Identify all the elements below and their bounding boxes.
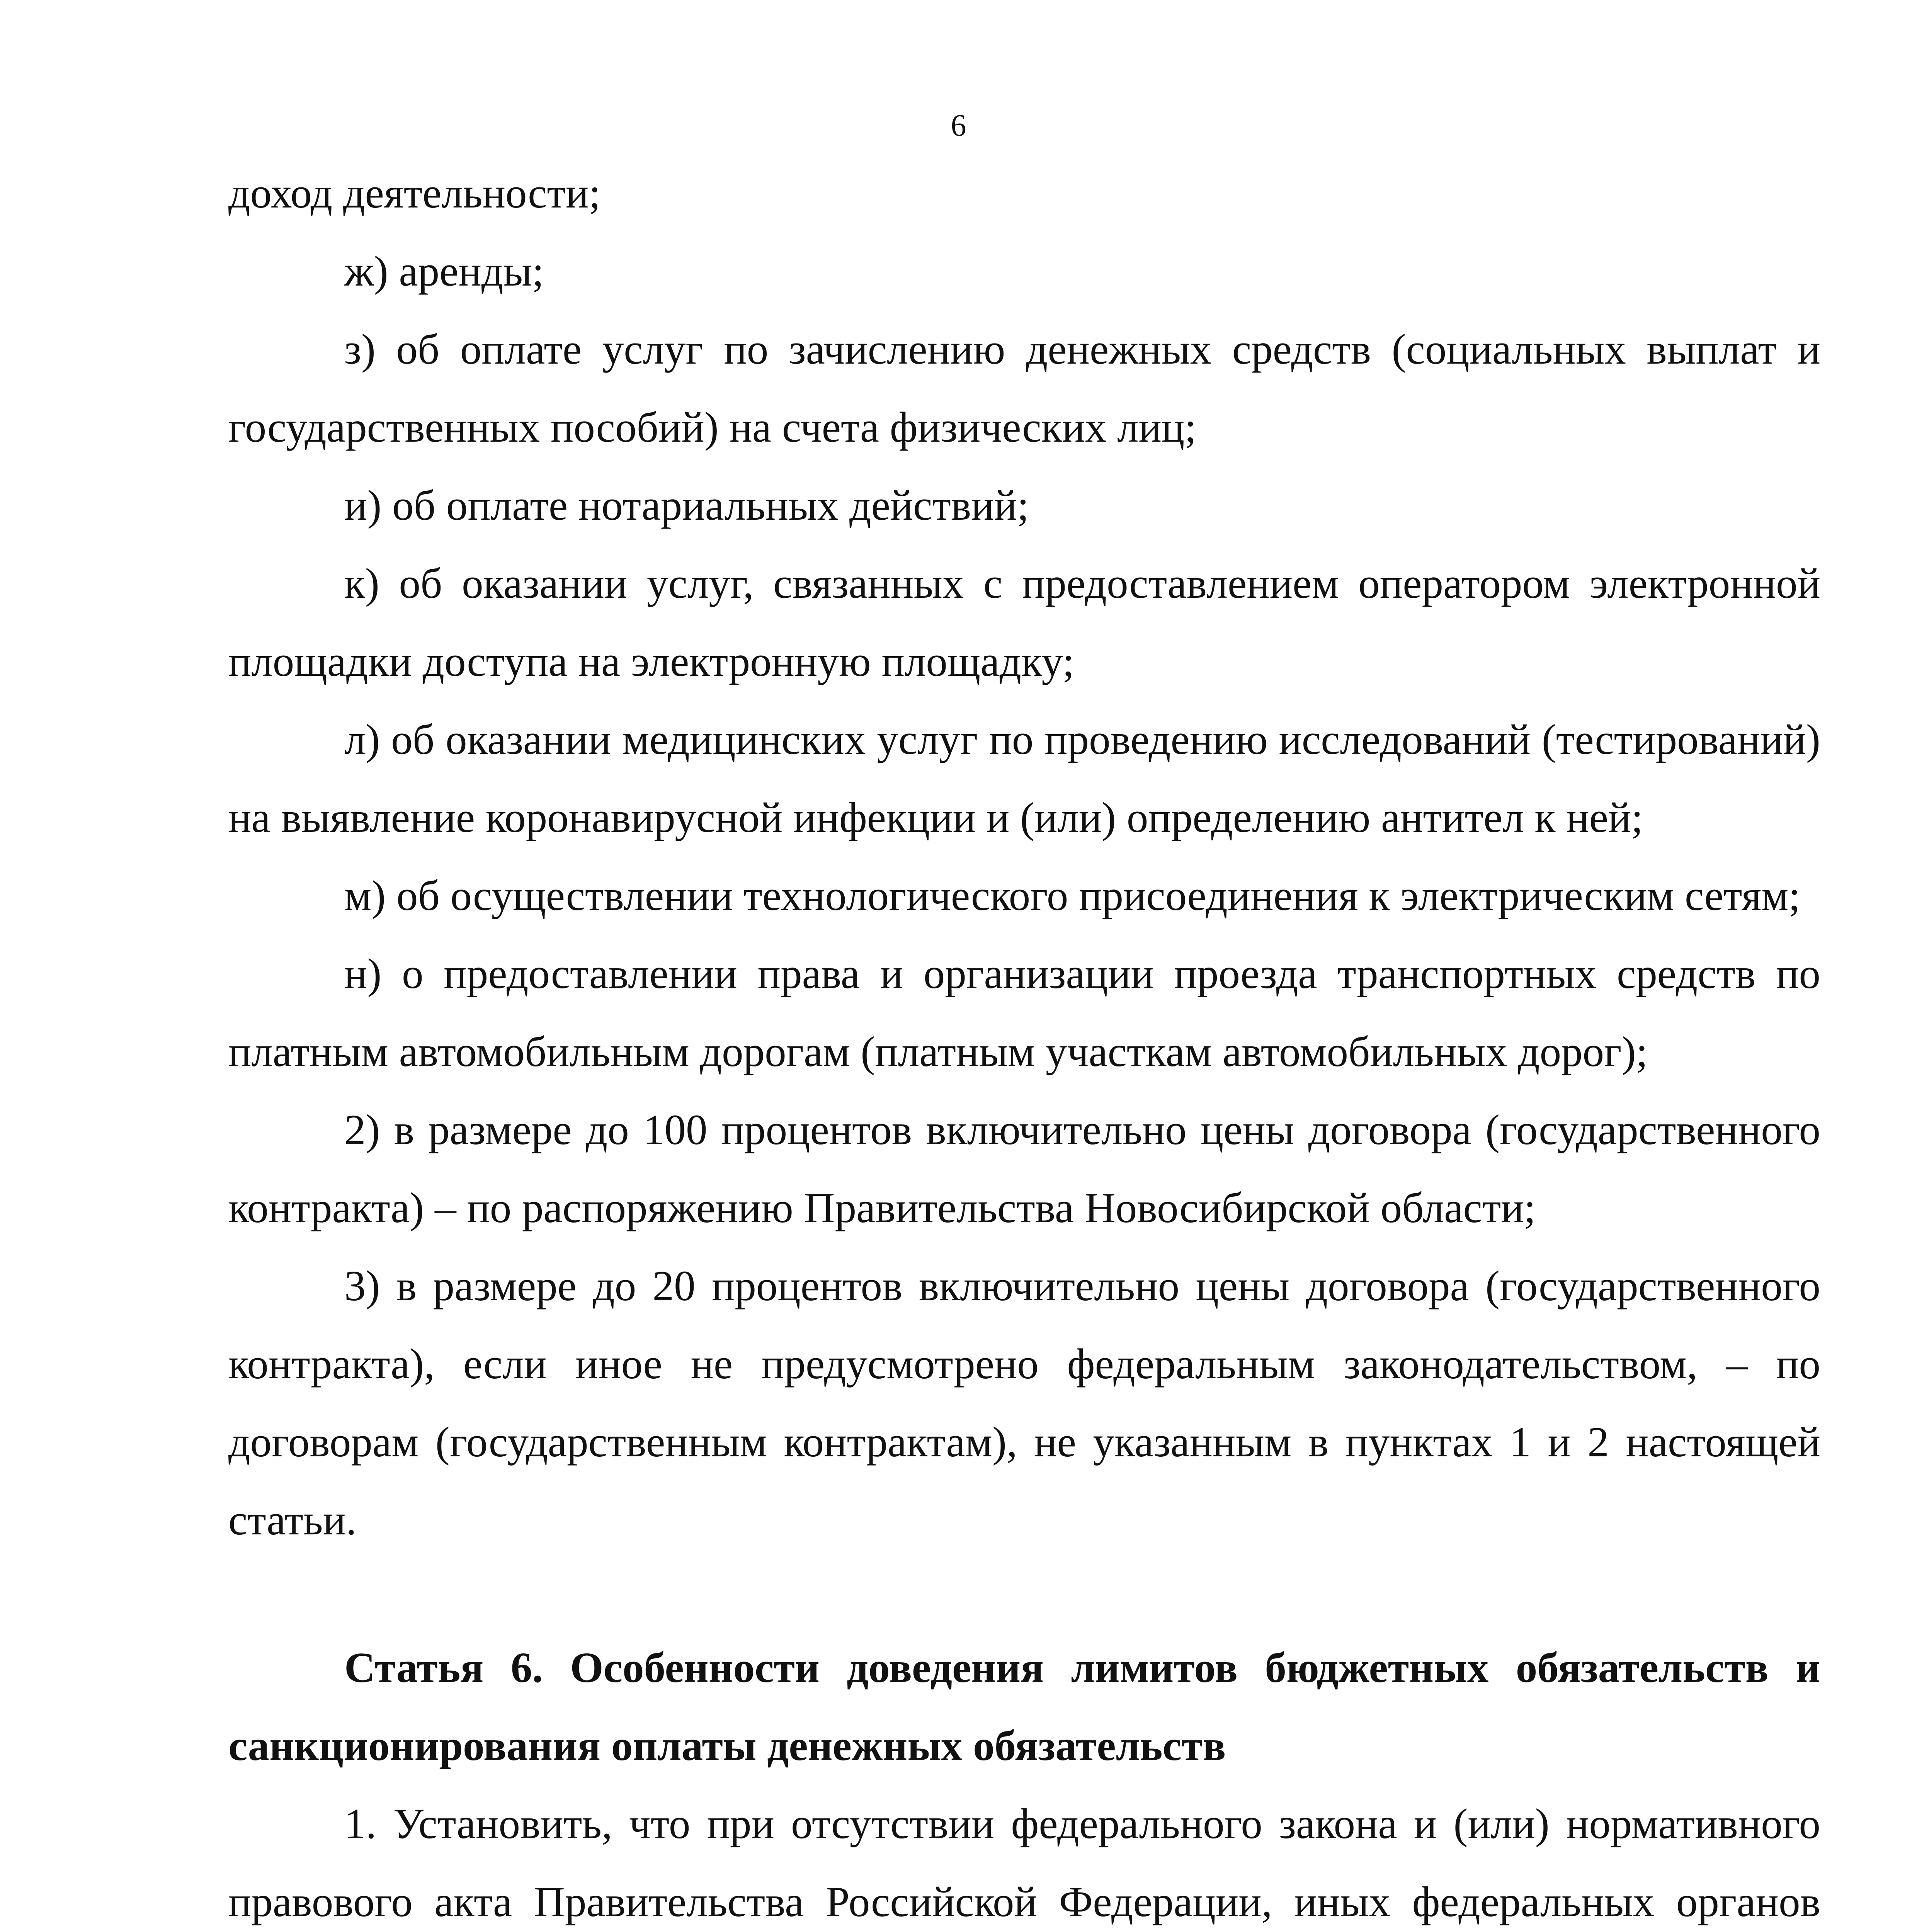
document-body — [228, 155, 1820, 1932]
paragraph-item-n: н) о предоставлении права и организации проезда транспортных средств по платным автомобильным дорогам (платным участкам автомобильных дорог); — [228, 950, 1820, 1076]
section-gap — [228, 1560, 1820, 1629]
article-heading: Статья 6. Особенности доведения лимитов бюджетных обязательств и санкционирования оплаты денежных обязательств — [228, 1644, 1820, 1770]
paragraph-item-l: л) об оказании медицинских услуг по проведению исследований (тестирований) на выявление коронавирусной инфекции и (или) определению антител к ней; — [228, 716, 1820, 842]
paragraph-item-2: 2) в размере до 100 процентов включительно цены договора (государственного контракта) – по распоряжению Правительства Новосибирской области; — [228, 1106, 1820, 1232]
paragraph-continuation: доход деятельности; — [228, 170, 601, 217]
page-number: 6 — [951, 109, 966, 143]
paragraph-article6-1: 1. Установить, что при отсутствии федерального закона и (или) нормативного правового акта Правительства Российской Федерации, иных федеральных органов — [228, 1800, 1820, 1926]
paragraph-item-3: 3) в размере до 20 процентов включительно цены договора (государственного контракта), если иное не предусмотрено федеральным законодательством, – по договорам (государственным контрактам), не указанным в пунктах 1 и 2 настоящей статьи. — [228, 1262, 1820, 1544]
paragraph-item-z: з) об оплате услуг по зачислению денежных средств (социальных выплат и государственных пособий) на счета физических лиц; — [228, 326, 1820, 451]
paragraph-item-i: и) об оплате нотариальных действий; — [344, 482, 1029, 529]
paragraph-item-k: к) об оказании услуг, связанных с предоставлением оператором электронной площадки доступа на электронную площадку; — [228, 560, 1820, 685]
paragraph-item-zh: ж) аренды; — [344, 248, 544, 295]
paragraph-item-m: м) об осуществлении технологического присоединения к электрическим сетям; — [344, 872, 1801, 920]
